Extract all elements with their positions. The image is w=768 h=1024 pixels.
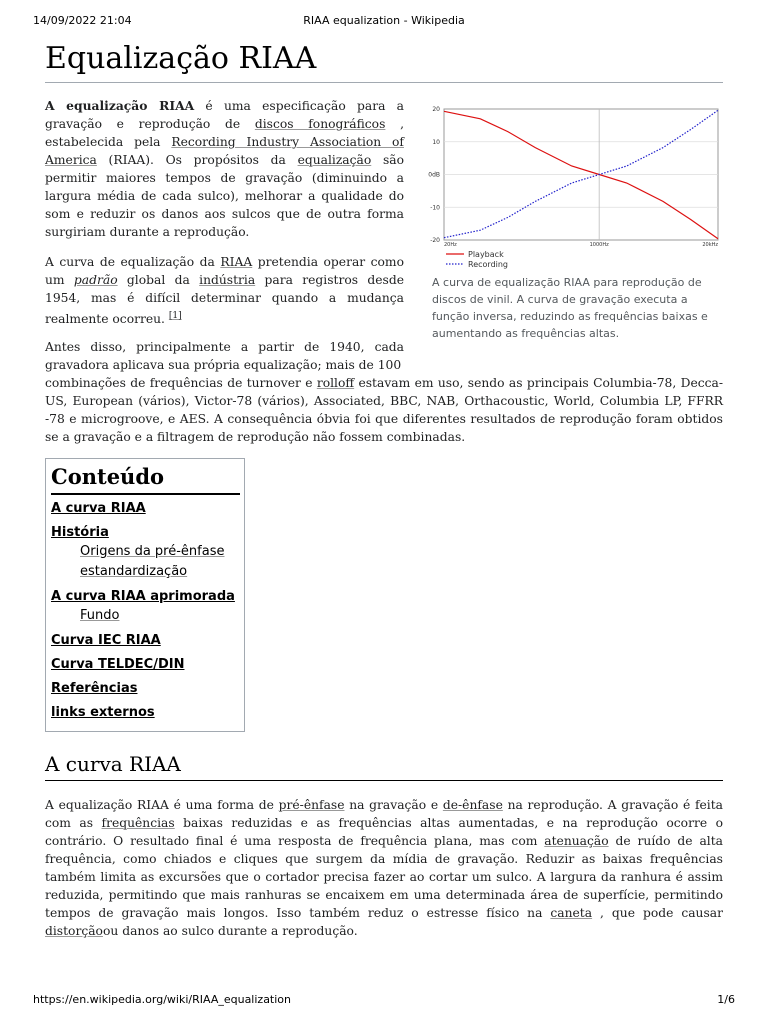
intro-paragraph-2 [45, 253, 404, 328]
y-tick-label: -20 [430, 237, 440, 244]
text-run: (RIAA). Os propósitos da [96, 153, 298, 167]
y-tick-label: -10 [430, 204, 440, 212]
link-padrao[interactable]: padrão [73, 273, 118, 287]
link-industria[interactable]: indústria [199, 273, 256, 287]
y-tick-label: 20 [432, 106, 440, 113]
text-run: estavam em uso, sendo as principais Columbia-78, Decca-US, European (vários), Victor-78 (vários), Associated, BBC, NAB, Orthacoustic, World, Columbia LP, FFRR -78 e microgroove, e AES. A consequência óbvia foi que diferentes resultados de reprodução foram obtidos se a gravação e a filtragem de reprodução não fossem combinadas. [45, 376, 723, 444]
link-riaa[interactable]: RIAA [220, 255, 253, 269]
intro-paragraph-3-cont [45, 374, 723, 446]
toc-item-teldec[interactable]: Curva TELDEC/DIN [51, 657, 185, 672]
text-run: para registros desde 1954, mas é difícil determinar quando a mudança realmente ocorreu. [45, 273, 404, 327]
term-bold: A equalização RIAA [45, 98, 195, 113]
toc-item-curva-riaa[interactable]: A curva RIAA [51, 501, 146, 516]
text-run: , estabelecida pela [45, 117, 404, 149]
y-tick-label: 10 [432, 138, 440, 146]
text-run: na reprodução. A gravação é feita com as [45, 798, 723, 830]
section-paragraph [45, 796, 723, 940]
text-run: pretendia operar como um [45, 255, 404, 287]
text-run: é uma especificação para a gravação e reprodução de [45, 99, 405, 131]
print-url: https://en.wikipedia.org/wiki/RIAA_equalization [33, 993, 292, 1006]
section-heading-curva-riaa: A curva RIAA [45, 750, 723, 781]
text-run: de ruído de alta frequência, como chiados e cliques que surgem da mídia de gravação. Reduzir as baixas frequências também limita as excursões que o cortador precisa fazer ao cortar um sulco. A largura da ranhura é assim reduzida, permitindo que mais ranhuras se encaixem em uma determinada área de superfície, permitindo tempos de gravação mais longos. Isso também reduz o estresse físico na [45, 834, 723, 920]
print-page-title: RIAA equalization - Wikipedia [303, 14, 465, 27]
toc-item-aprimorada[interactable]: A curva RIAA aprimorada [51, 589, 235, 604]
link-equalizacao[interactable]: equalização [297, 153, 372, 167]
link-atenuacao[interactable]: atenuação [544, 834, 609, 848]
text-run: são permitir maiores tempos de gravação (diminuindo a largura média de cada sulco), melhorar a qualidade do som e reduzir os danos aos sulcos que de outra forma surgiriam durante a reprodução. [45, 153, 404, 239]
reference-link[interactable]: [1] [168, 311, 182, 321]
link-rolloff[interactable]: rolloff [316, 376, 355, 390]
text-run: A equalização RIAA é uma forma de [45, 798, 279, 812]
riaa-figure [424, 97, 724, 342]
table-of-contents [45, 458, 245, 732]
legend-label-recording: Recording [468, 260, 509, 269]
legend-label-playback: Playback [468, 250, 504, 259]
text-run: A curva de equalização da [45, 255, 221, 269]
toc-item-estandardizacao[interactable]: estandardização [80, 564, 188, 579]
x-tick-label: 20Hz [444, 242, 457, 248]
x-tick-label: 20kHz [702, 242, 718, 248]
link-frequencias[interactable]: frequências [101, 816, 175, 830]
link-de-enfase[interactable]: de-ênfase [442, 798, 503, 812]
text-run: , que pode causar [592, 906, 723, 920]
x-tick-label: 1000Hz [589, 242, 609, 248]
toc-item-links-externos[interactable]: links externos [51, 705, 155, 720]
link-caneta[interactable]: caneta [550, 906, 593, 920]
text-run: na gravação e [344, 798, 443, 812]
intro-paragraph-3-start: Antes disso, principalmente a partir de 1940, cada gravadora aplicava sua própria equalização; mais de 100 [45, 340, 404, 372]
toc-item-fundo[interactable]: Fundo [80, 608, 120, 623]
print-timestamp: 14/09/2022 21:04 [33, 14, 132, 27]
text-run: ou danos ao sulco durante a reprodução. [102, 924, 358, 938]
toc-item-referencias[interactable]: Referências [51, 681, 138, 696]
toc-item-historia[interactable]: História [51, 525, 109, 540]
toc-title: Conteúdo [51, 464, 240, 495]
link-discos-fonograficos[interactable]: discos fonográficos [254, 117, 386, 131]
y-tick-label: 0dB [428, 171, 440, 179]
text-run: combinações de frequências de turnover e [45, 376, 317, 390]
print-page-number: 1/6 [717, 993, 735, 1006]
link-riaa-org[interactable]: Recording Industry Association of America [45, 135, 404, 167]
figure-caption: A curva de equalização RIAA para reprodução de discos de vinil. A curva de gravação executa a função inversa, reduzindo as frequências baixas e aumentando as frequências altas. [432, 276, 708, 340]
riaa-chart[interactable] [424, 97, 724, 272]
toc-item-origens[interactable]: Origens da pré-ênfase [80, 544, 225, 559]
intro-paragraph-1 [45, 97, 404, 241]
text-run: global da [117, 273, 200, 287]
toc-item-iec[interactable]: Curva IEC RIAA [51, 633, 161, 648]
link-distorcao[interactable]: distorção [45, 924, 103, 938]
page-title: Equalização RIAA [45, 40, 723, 83]
link-pre-enfase[interactable]: pré-ênfase [278, 798, 345, 812]
text-run: baixas reduzidas e as frequências altas aumentadas, e na reprodução ocorre o contrário. O resultado final é uma resposta de frequência plana, mas com [45, 816, 723, 848]
